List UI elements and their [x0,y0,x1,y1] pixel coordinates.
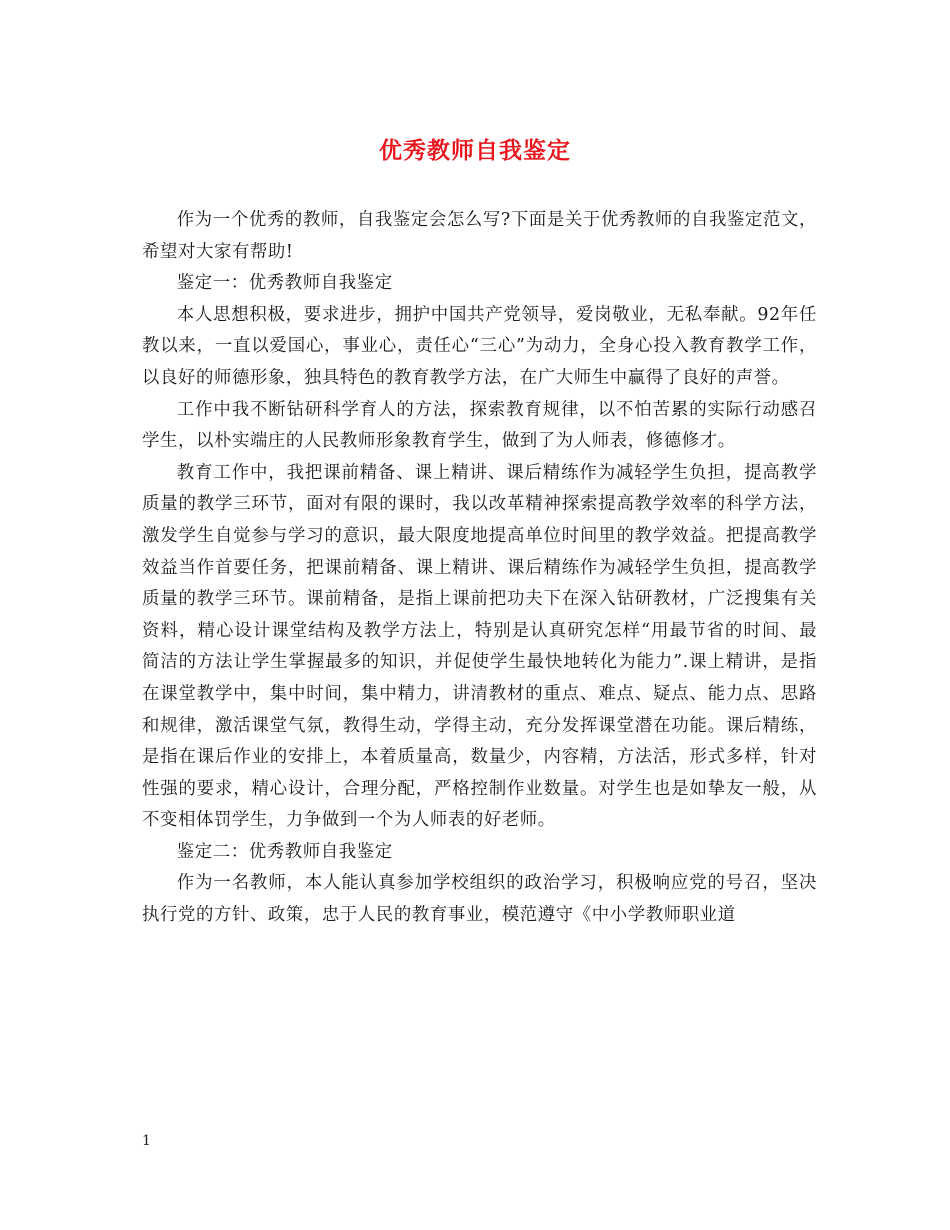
intro-paragraph: 作为一个优秀的教师，自我鉴定会怎么写?下面是关于优秀教师的自我鉴定范文，希望对大家有帮助! [142,210,817,262]
section-heading-1: 鉴定一：优秀教师自我鉴定 [176,273,393,294]
section-heading-2: 鉴定二：优秀教师自我鉴定 [176,841,393,862]
body-paragraph: 本人思想积极，要求进步，拥护中国共产党领导，爱岗敬业，无私奉献。92年任教以来，一直以爱国心，事业心，责任心“三心”为动力，全身心投入教育教学工作，以良好的师德形象，独具特色的教育教学方法，在广大师生中赢得了良好的声誉。 [142,304,817,388]
document-body [142,205,817,932]
body-paragraph: 作为一名教师，本人能认真参加学校组织的政治学习，积极响应党的号召，坚决执行党的方针、政策，忠于人民的教育事业，模范遵守《中小学教师职业道 [142,873,817,926]
document-title: 优秀教师自我鉴定 [379,137,571,164]
page-number: 1 [142,1133,151,1149]
body-paragraph: 工作中我不断钻研科学育人的方法，探索教育规律，以不怕苦累的实际行动感召学生，以朴实端庄的人民教师形象教育学生，做到了为人师表，修德修才。 [142,399,817,452]
body-paragraph: 教育工作中，我把课前精备、课上精讲、课后精练作为减轻学生负担，提高教学质量的教学三环节，面对有限的课时，我以改革精神探索提高教学效率的科学方法，激发学生自觉参与学习的意识，最大限度地提高单位时间里的教学效益。把提高教学效益当作首要任务，把课前精备、课上精讲、课后精练作为减轻学生负担，提高教学质量的教学三环节。课前精备，是指上课前把功夫下在深入钻研教材，广泛搜集有关资料，精心设计课堂结构及教学方法上，特别是认真研究怎样“用最节省的时间、最简洁的方法让学生掌握最多的知识，并促使学生最快地转化为能力”.课上精讲，是指在课堂教学中，集中时间，集中精力，讲清教材的重点、难点、疑点、能力点、思路和规律，激活课堂气氛，教得生动，学得主动，充分发挥课堂潜在功能。课后精练，是指在课后作业的安排上，本着质量高，数量少，内容精，方法活，形式多样，针对性强的要求，精心设计，合理分配，严格控制作业数量。对学生也是如挚友一般，从不变相体罚学生，力争做到一个为人师表的好老师。 [142,462,817,831]
